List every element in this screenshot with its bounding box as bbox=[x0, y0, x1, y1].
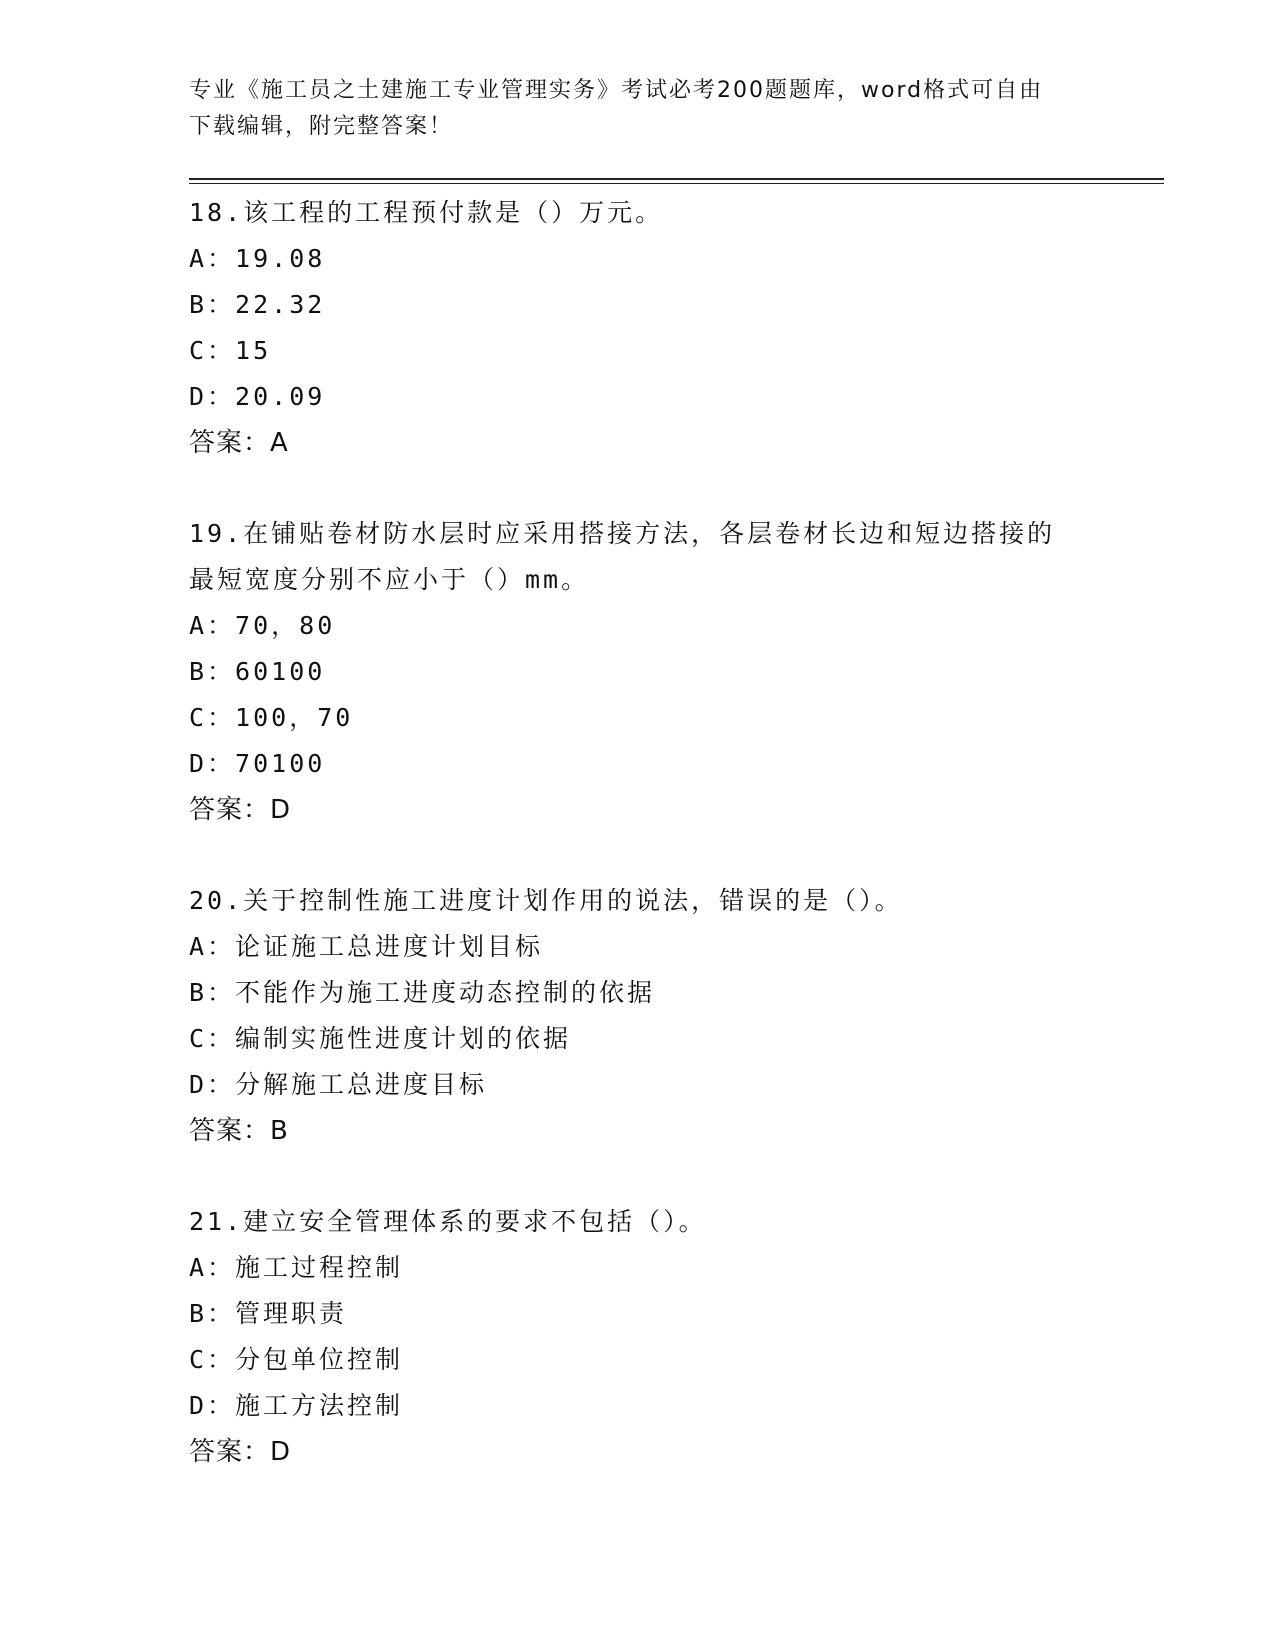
question-18 bbox=[189, 190, 1129, 466]
header-line-2: 下载编辑，附完整答案！ bbox=[189, 114, 454, 139]
option-a: A：19.08 bbox=[189, 244, 326, 273]
question-list bbox=[189, 190, 1129, 1475]
option-b: B：不能作为施工进度动态控制的依据 bbox=[189, 978, 656, 1007]
header-divider-thick bbox=[189, 178, 1164, 180]
option-b: B：60100 bbox=[189, 657, 326, 686]
question-spacer bbox=[189, 833, 1129, 878]
question-stem: 21.建立安全管理体系的要求不包括（）。 bbox=[189, 1207, 707, 1236]
option-a: A：70，80 bbox=[189, 611, 336, 640]
option-d: D：20.09 bbox=[189, 382, 326, 411]
answer-line: 答案：B bbox=[189, 1116, 289, 1146]
option-a: A：施工过程控制 bbox=[189, 1253, 404, 1282]
question-stem: 18.该工程的工程预付款是（）万元。 bbox=[189, 198, 664, 227]
answer-line: 答案：D bbox=[189, 1437, 292, 1467]
option-c: C：15 bbox=[189, 336, 272, 365]
question-spacer bbox=[189, 466, 1129, 511]
question-stem: 19.在铺贴卷材防水层时应采用搭接方法，各层卷材长边和短边搭接的 bbox=[189, 519, 1056, 548]
question-19 bbox=[189, 511, 1129, 833]
option-d: D：分解施工总进度目标 bbox=[189, 1070, 488, 1099]
option-a: A：论证施工总进度计划目标 bbox=[189, 932, 544, 961]
option-d: D：70100 bbox=[189, 749, 326, 778]
option-c: C：分包单位控制 bbox=[189, 1345, 404, 1374]
header-divider-thin bbox=[189, 183, 1164, 184]
document-header bbox=[189, 73, 1089, 145]
question-stem-continued: 最短宽度分别不应小于（）mm。 bbox=[189, 565, 590, 594]
question-20 bbox=[189, 878, 1129, 1154]
answer-line: 答案：A bbox=[189, 428, 289, 458]
question-spacer bbox=[189, 1154, 1129, 1199]
question-stem: 20.关于控制性施工进度计划作用的说法，错误的是（）。 bbox=[189, 886, 903, 915]
answer-line: 答案：D bbox=[189, 795, 292, 825]
option-b: B：22.32 bbox=[189, 290, 326, 319]
option-b: B：管理职责 bbox=[189, 1299, 348, 1328]
option-c: C：编制实施性进度计划的依据 bbox=[189, 1024, 572, 1053]
option-c: C：100，70 bbox=[189, 703, 354, 732]
question-21 bbox=[189, 1199, 1129, 1475]
option-d: D：施工方法控制 bbox=[189, 1391, 404, 1420]
header-line-1: 专业《施工员之土建施工专业管理实务》考试必考200题题库，word格式可自由 bbox=[189, 78, 1044, 103]
